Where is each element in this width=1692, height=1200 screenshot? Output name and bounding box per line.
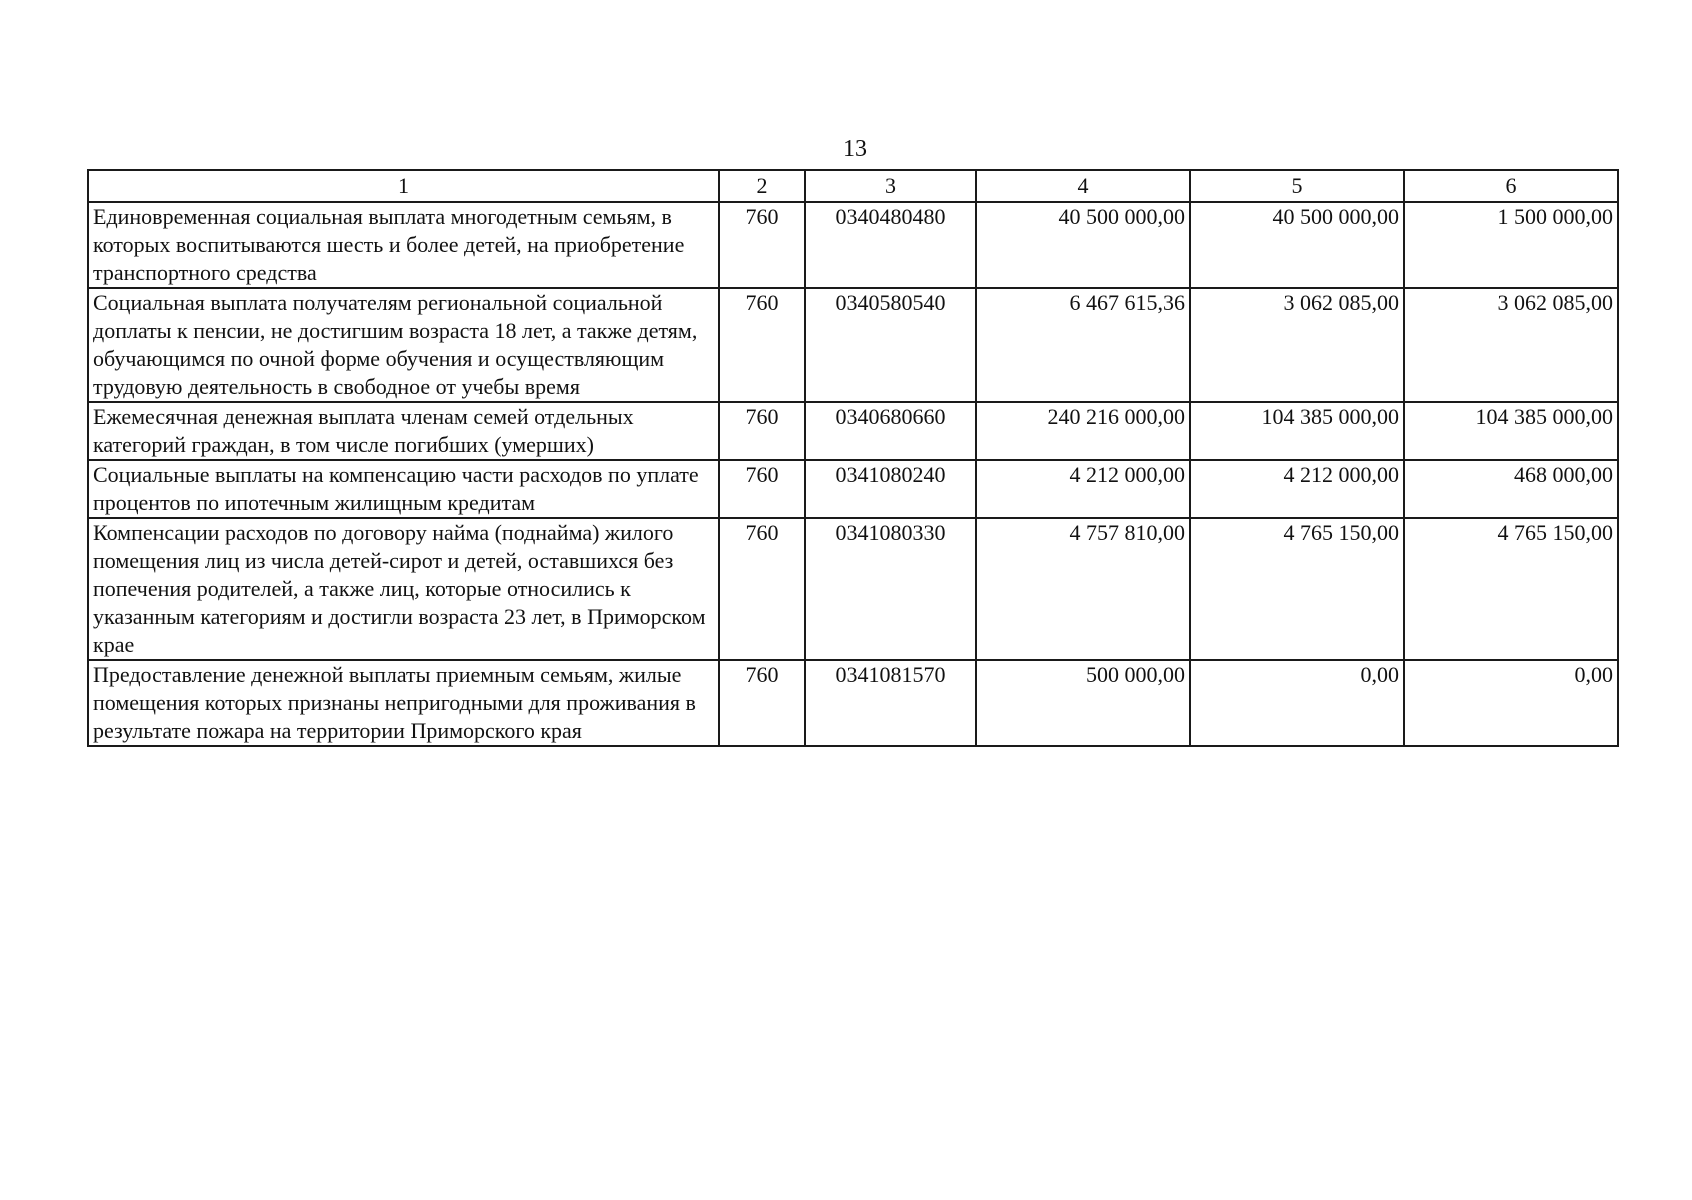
amount-col6-cell: 468 000,00: [1404, 460, 1618, 518]
grbs-code-cell: 760: [719, 402, 805, 460]
expense-name-cell: Ежемесячная денежная выплата членам семей отдельных категорий граждан, в том числе погибших (умерших): [88, 402, 719, 460]
grbs-code-cell: 760: [719, 288, 805, 402]
expense-name-cell: Социальные выплаты на компенсацию части расходов по уплате процентов по ипотечным жилищным кредитам: [88, 460, 719, 518]
column-header: 6: [1404, 170, 1618, 202]
table-row: [88, 402, 1618, 460]
amount-col4-cell: 6 467 615,36: [976, 288, 1190, 402]
amount-col5-cell: 0,00: [1190, 660, 1404, 746]
expense-name-cell: Единовременная социальная выплата многодетным семьям, в которых воспитываются шесть и более детей, на приобретение транспортного средства: [88, 202, 719, 288]
grbs-code-cell: 760: [719, 202, 805, 288]
amount-col6-cell: 1 500 000,00: [1404, 202, 1618, 288]
target-code-cell: 0340680660: [805, 402, 976, 460]
column-header: 3: [805, 170, 976, 202]
budget-table: [87, 169, 1619, 747]
expense-name-cell: Компенсации расходов по договору найма (поднайма) жилого помещения лиц из числа детей-сирот и детей, оставшихся без попечения родителей, а также лиц, которые относились к указанным категориям и достигли возраста 23 лет, в Приморском крае: [88, 518, 719, 660]
amount-col6-cell: 0,00: [1404, 660, 1618, 746]
target-code-cell: 0341080330: [805, 518, 976, 660]
expense-name-cell: Социальная выплата получателям региональной социальной доплаты к пенсии, не достигшим возраста 18 лет, а также детям, обучающимся по очной форме обучения и осуществляющим трудовую деятельность в свободное от учебы время: [88, 288, 719, 402]
table-header-row: [88, 170, 1618, 202]
table-row: [88, 202, 1618, 288]
table-row: [88, 288, 1618, 402]
column-header: 5: [1190, 170, 1404, 202]
table-row: [88, 518, 1618, 660]
expense-name-cell: Предоставление денежной выплаты приемным семьям, жилые помещения которых признаны непригодными для проживания в результате пожара на территории Приморского края: [88, 660, 719, 746]
amount-col5-cell: 40 500 000,00: [1190, 202, 1404, 288]
amount-col4-cell: 240 216 000,00: [976, 402, 1190, 460]
target-code-cell: 0341080240: [805, 460, 976, 518]
amount-col6-cell: 3 062 085,00: [1404, 288, 1618, 402]
column-header: 4: [976, 170, 1190, 202]
amount-col4-cell: 4 212 000,00: [976, 460, 1190, 518]
table-row: [88, 660, 1618, 746]
column-header: 2: [719, 170, 805, 202]
target-code-cell: 0341081570: [805, 660, 976, 746]
grbs-code-cell: 760: [719, 518, 805, 660]
amount-col6-cell: 4 765 150,00: [1404, 518, 1618, 660]
amount-col4-cell: 500 000,00: [976, 660, 1190, 746]
grbs-code-cell: 760: [719, 660, 805, 746]
amount-col5-cell: 4 212 000,00: [1190, 460, 1404, 518]
table-row: [88, 460, 1618, 518]
amount-col5-cell: 104 385 000,00: [1190, 402, 1404, 460]
amount-col4-cell: 40 500 000,00: [976, 202, 1190, 288]
column-header: 1: [88, 170, 719, 202]
amount-col5-cell: 3 062 085,00: [1190, 288, 1404, 402]
target-code-cell: 0340580540: [805, 288, 976, 402]
amount-col4-cell: 4 757 810,00: [976, 518, 1190, 660]
amount-col5-cell: 4 765 150,00: [1190, 518, 1404, 660]
grbs-code-cell: 760: [719, 460, 805, 518]
page-number: 13: [843, 136, 867, 162]
amount-col6-cell: 104 385 000,00: [1404, 402, 1618, 460]
target-code-cell: 0340480480: [805, 202, 976, 288]
